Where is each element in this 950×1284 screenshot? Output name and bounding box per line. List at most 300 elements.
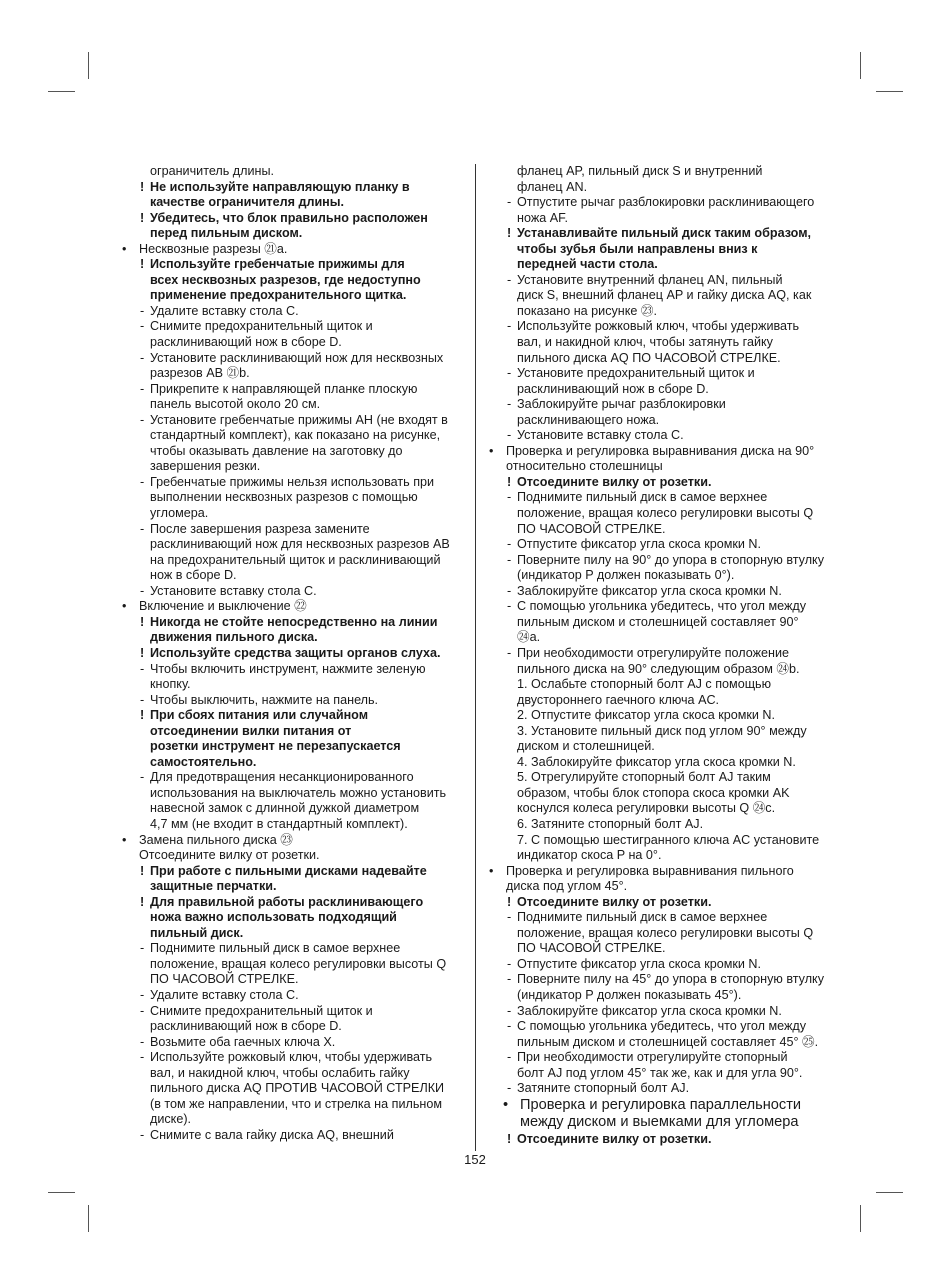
dash-marker: - bbox=[507, 319, 512, 334]
dash-marker: - bbox=[507, 272, 512, 287]
line-text: Убедитесь, что блок правильно расположен bbox=[150, 210, 428, 225]
warning-marker: ! bbox=[507, 1131, 512, 1146]
dash-marker: - bbox=[507, 490, 512, 505]
text-line bbox=[487, 615, 832, 631]
dash-marker: - bbox=[507, 428, 512, 443]
dash-marker: - bbox=[507, 1019, 512, 1034]
line-text: Возьмите оба гаечных ключа X. bbox=[150, 1034, 336, 1049]
text-line bbox=[487, 1114, 832, 1131]
line-text: качестве ограничителя длины. bbox=[150, 195, 345, 210]
text-line bbox=[487, 662, 832, 678]
text-line bbox=[487, 926, 832, 942]
crop-mark bbox=[88, 1205, 89, 1232]
text-line bbox=[120, 382, 465, 398]
text-line bbox=[120, 1097, 465, 1113]
text-line bbox=[120, 879, 465, 895]
text-line bbox=[487, 739, 832, 755]
text-line bbox=[487, 724, 832, 740]
bullet-marker: • bbox=[489, 443, 494, 458]
text-line bbox=[120, 972, 465, 988]
dash-marker: - bbox=[507, 1003, 512, 1018]
crop-mark bbox=[860, 52, 861, 79]
text-line bbox=[120, 1019, 465, 1035]
line-text: стандартный комплект), как показано на рисунке, bbox=[150, 428, 441, 443]
line-text: диске). bbox=[150, 1112, 192, 1127]
warning-marker: ! bbox=[140, 210, 145, 225]
line-text: Отсоедините вилку от розетки. bbox=[517, 1131, 712, 1146]
text-line bbox=[487, 584, 832, 600]
line-text: Отпустите фиксатор угла скоса кромки N. bbox=[517, 537, 762, 552]
text-line bbox=[120, 288, 465, 304]
line-text: 2. Отпустите фиксатор угла скоса кромки N. bbox=[517, 708, 776, 723]
line-text: ПО ЧАСОВОЙ СТРЕЛКЕ. bbox=[517, 521, 666, 536]
line-text: расклинивающего ножа. bbox=[517, 412, 660, 427]
bullet-marker: • bbox=[122, 832, 127, 847]
dash-marker: - bbox=[140, 1034, 145, 1049]
line-text: положение, вращая колесо регулировки высоты Q bbox=[517, 506, 814, 521]
bullet-marker: • bbox=[122, 599, 127, 614]
text-line bbox=[120, 444, 465, 460]
line-text: образом, чтобы блок стопора скоса кромки AK bbox=[517, 785, 790, 800]
line-text: розетки инструмент не перезапускается bbox=[150, 739, 401, 754]
line-text: Снимите с вала гайку диска AQ, внешний bbox=[150, 1127, 394, 1142]
line-text: При необходимости отрегулируйте стопорный bbox=[517, 1050, 788, 1065]
line-text: движения пильного диска. bbox=[150, 630, 318, 645]
warning-marker: ! bbox=[140, 708, 145, 723]
text-line bbox=[120, 304, 465, 320]
text-line bbox=[120, 677, 465, 693]
text-line bbox=[487, 242, 832, 258]
text-line bbox=[120, 164, 465, 180]
line-text: пильный диск. bbox=[150, 925, 244, 940]
line-text: Поднимите пильный диск в самое верхнее bbox=[517, 910, 768, 925]
text-line bbox=[120, 662, 465, 678]
dash-marker: - bbox=[140, 1127, 145, 1142]
text-line bbox=[487, 180, 832, 196]
text-line bbox=[120, 646, 465, 662]
line-text: Поверните пилу на 45° до упора в стопорную втулку bbox=[517, 972, 824, 987]
line-text: Не используйте направляющую планку в bbox=[150, 179, 410, 194]
text-line bbox=[120, 1081, 465, 1097]
line-text: Включение и выключение ㉒ bbox=[139, 599, 307, 614]
line-text: навесной замок с длинной дужкой диаметром bbox=[150, 801, 420, 816]
text-line bbox=[487, 801, 832, 817]
line-text: При работе с пильными дисками надевайте bbox=[150, 863, 427, 878]
text-line bbox=[120, 180, 465, 196]
text-line bbox=[120, 257, 465, 273]
text-line bbox=[487, 319, 832, 335]
line-text: использования на выключатель можно установить bbox=[150, 785, 447, 800]
line-text: 7. С помощью шестигранного ключа AC установите bbox=[517, 832, 820, 847]
text-line bbox=[120, 1050, 465, 1066]
text-line bbox=[120, 522, 465, 538]
crop-mark bbox=[876, 91, 903, 92]
text-line bbox=[487, 537, 832, 553]
dash-marker: - bbox=[507, 397, 512, 412]
line-text: относительно столешницы bbox=[506, 459, 663, 474]
text-line bbox=[487, 972, 832, 988]
text-line bbox=[487, 195, 832, 211]
right-column bbox=[487, 164, 832, 1147]
dash-marker: - bbox=[140, 521, 145, 536]
crop-mark bbox=[48, 91, 75, 92]
text-line bbox=[120, 584, 465, 600]
line-text: ПО ЧАСОВОЙ СТРЕЛКЕ. bbox=[517, 941, 666, 956]
line-text: Для предотвращения несанкционированного bbox=[150, 770, 414, 785]
line-text: Замена пильного диска ㉓ bbox=[139, 832, 293, 847]
line-text: двустороннего гаечного ключа AC. bbox=[517, 692, 720, 707]
text-line bbox=[120, 693, 465, 709]
text-line bbox=[487, 475, 832, 491]
line-text: расклинивающий нож в сборе D. bbox=[517, 381, 709, 396]
line-text: Отпустите рычаг разблокировки расклинивающего bbox=[517, 195, 815, 210]
text-line bbox=[120, 895, 465, 911]
line-text: Устанавливайте пильный диск таким образом, bbox=[517, 226, 812, 241]
line-text: (в том же направлении, что и стрелка на пильном bbox=[150, 1096, 443, 1111]
text-line bbox=[120, 537, 465, 553]
line-text: кнопку. bbox=[150, 677, 191, 692]
page-number: 152 bbox=[464, 1152, 486, 1167]
line-text: Установите вставку стола C. bbox=[517, 428, 684, 443]
dash-marker: - bbox=[507, 537, 512, 552]
line-text: Проверка и регулировка выравнивания пильного bbox=[506, 863, 794, 878]
warning-marker: ! bbox=[140, 179, 145, 194]
text-line bbox=[120, 786, 465, 802]
crop-mark bbox=[88, 52, 89, 79]
warning-marker: ! bbox=[507, 226, 512, 241]
line-text: фланец AN. bbox=[517, 179, 588, 194]
line-text: Используйте средства защиты органов слуха. bbox=[150, 645, 441, 660]
dash-marker: - bbox=[140, 350, 145, 365]
text-line bbox=[120, 319, 465, 335]
text-line bbox=[487, 164, 832, 180]
line-text: нож в сборе D. bbox=[150, 568, 237, 583]
text-line bbox=[120, 1112, 465, 1128]
dash-marker: - bbox=[507, 1050, 512, 1065]
text-line bbox=[487, 304, 832, 320]
line-text: отсоединении вилки питания от bbox=[150, 723, 352, 738]
line-text: положение, вращая колесо регулировки высоты Q bbox=[517, 925, 814, 940]
warning-marker: ! bbox=[140, 257, 145, 272]
line-text: Удалите вставку стола C. bbox=[150, 303, 299, 318]
text-line bbox=[487, 646, 832, 662]
line-text: С помощью угольника убедитесь, что угол между bbox=[517, 1019, 807, 1034]
dash-marker: - bbox=[140, 1003, 145, 1018]
text-line bbox=[120, 599, 465, 615]
line-text: расклинивающий нож в сборе D. bbox=[150, 1019, 342, 1034]
text-line bbox=[487, 335, 832, 351]
crop-mark bbox=[876, 1192, 903, 1193]
line-text: перед пильным диском. bbox=[150, 226, 303, 241]
text-line bbox=[120, 475, 465, 491]
line-text: Никогда не стойте непосредственно на линии bbox=[150, 614, 438, 629]
line-text: ограничитель длины. bbox=[150, 164, 275, 178]
line-text: 5. Отрегулируйте стопорный болт AJ таким bbox=[517, 770, 771, 785]
line-text: Отсоедините вилку от розетки. bbox=[517, 474, 712, 489]
text-line bbox=[487, 630, 832, 646]
text-line bbox=[487, 1097, 832, 1114]
dash-marker: - bbox=[140, 987, 145, 1002]
text-line bbox=[487, 288, 832, 304]
text-line bbox=[487, 770, 832, 786]
text-line bbox=[487, 459, 832, 475]
text-line bbox=[487, 428, 832, 444]
dash-marker: - bbox=[507, 956, 512, 971]
text-line bbox=[487, 677, 832, 693]
text-line bbox=[487, 693, 832, 709]
text-line bbox=[120, 273, 465, 289]
text-line bbox=[487, 910, 832, 926]
dash-marker: - bbox=[507, 645, 512, 660]
dash-marker: - bbox=[507, 972, 512, 987]
line-text: Используйте гребенчатые прижимы для bbox=[150, 257, 405, 272]
line-text: всех несквозных разрезов, где недоступно bbox=[150, 272, 421, 287]
line-text: Установите внутренний фланец AN, пильный bbox=[517, 272, 783, 287]
line-text: Заблокируйте рычаг разблокировки bbox=[517, 397, 726, 412]
line-text: Снимите предохранительный щиток и bbox=[150, 319, 373, 334]
line-text: панель высотой около 20 см. bbox=[150, 397, 321, 412]
text-line bbox=[487, 226, 832, 242]
text-line bbox=[120, 242, 465, 258]
text-line bbox=[120, 708, 465, 724]
line-text: выполнении несквозных разрезов с помощью bbox=[150, 490, 418, 505]
warning-marker: ! bbox=[140, 863, 145, 878]
line-text: 3. Установите пильный диск под углом 90° между bbox=[517, 723, 807, 738]
text-line bbox=[487, 786, 832, 802]
line-text: Поднимите пильный диск в самое верхнее bbox=[150, 941, 401, 956]
text-line bbox=[487, 211, 832, 227]
dash-marker: - bbox=[140, 381, 145, 396]
line-text: передней части стола. bbox=[517, 257, 658, 272]
text-line bbox=[120, 1128, 465, 1144]
text-line bbox=[120, 833, 465, 849]
text-line bbox=[487, 490, 832, 506]
text-line bbox=[120, 926, 465, 942]
line-text: разрезов AB ㉑b. bbox=[150, 366, 250, 381]
line-text: Поднимите пильный диск в самое верхнее bbox=[517, 490, 768, 505]
text-line bbox=[487, 848, 832, 864]
line-text: диск S, внешний фланец AP и гайку диска AQ, как bbox=[517, 288, 812, 303]
text-line bbox=[120, 195, 465, 211]
line-text: пильного диска AQ ПО ЧАСОВОЙ СТРЕЛКЕ. bbox=[517, 350, 781, 365]
line-text: чтобы зубья были направлены вниз к bbox=[517, 241, 758, 256]
text-line bbox=[120, 770, 465, 786]
warning-marker: ! bbox=[140, 614, 145, 629]
text-line bbox=[487, 351, 832, 367]
bullet-marker: • bbox=[122, 241, 127, 256]
text-line bbox=[120, 848, 465, 864]
column-divider bbox=[475, 164, 476, 1151]
left-column bbox=[120, 164, 465, 1143]
text-line bbox=[120, 988, 465, 1004]
text-line bbox=[120, 1004, 465, 1020]
text-line bbox=[120, 413, 465, 429]
text-line bbox=[487, 708, 832, 724]
text-line bbox=[120, 366, 465, 382]
text-line bbox=[487, 864, 832, 880]
line-text: Удалите вставку стола C. bbox=[150, 987, 299, 1002]
line-text: Гребенчатые прижимы нельзя использовать при bbox=[150, 474, 435, 489]
dash-marker: - bbox=[507, 366, 512, 381]
dash-marker: - bbox=[140, 303, 145, 318]
text-line bbox=[120, 817, 465, 833]
text-line bbox=[120, 724, 465, 740]
line-text: Используйте рожковый ключ, чтобы удерживать bbox=[150, 1050, 433, 1065]
line-text: Чтобы выключить, нажмите на панель. bbox=[150, 692, 379, 707]
text-line bbox=[120, 801, 465, 817]
bullet-marker: • bbox=[503, 1096, 509, 1113]
line-text: Проверка и регулировка выравнивания диска на 90° bbox=[506, 443, 815, 458]
text-line bbox=[120, 739, 465, 755]
line-text: Чтобы включить инструмент, нажмите зеленую bbox=[150, 661, 426, 676]
line-text: вал, и накидной ключ, чтобы затянуть гайку bbox=[517, 335, 773, 350]
dash-marker: - bbox=[140, 583, 145, 598]
line-text: между диском и выемками для угломера bbox=[520, 1114, 799, 1131]
text-line bbox=[120, 957, 465, 973]
line-text: фланец AP, пильный диск S и внутренний bbox=[517, 164, 763, 178]
text-line bbox=[120, 459, 465, 475]
line-text: 4,7 мм (не входит в стандартный комплект). bbox=[150, 816, 408, 831]
line-text: Отсоедините вилку от розетки. bbox=[517, 894, 712, 909]
line-text: Поверните пилу на 90° до упора в стопорную втулку bbox=[517, 552, 824, 567]
text-line bbox=[487, 1035, 832, 1051]
line-text: Отсоедините вилку от розетки. bbox=[139, 848, 320, 863]
text-line bbox=[487, 941, 832, 957]
line-text: пильного диска AQ ПРОТИВ ЧАСОВОЙ СТРЕЛКИ bbox=[150, 1081, 445, 1096]
text-line bbox=[120, 211, 465, 227]
line-text: 1. Ослабьте стопорный болт AJ с помощью bbox=[517, 677, 772, 692]
text-line bbox=[487, 599, 832, 615]
dash-marker: - bbox=[507, 910, 512, 925]
text-line bbox=[487, 1004, 832, 1020]
line-text: расклинивающий нож для несквозных разрезов AB bbox=[150, 537, 450, 552]
line-text: Заблокируйте фиксатор угла скоса кромки N. bbox=[517, 583, 782, 598]
dash-marker: - bbox=[140, 474, 145, 489]
line-text: пильным диском и столешницей составляет 45° ㉕. bbox=[517, 1034, 819, 1049]
dash-marker: - bbox=[140, 412, 145, 427]
text-line bbox=[487, 413, 832, 429]
line-text: При сбоях питания или случайном bbox=[150, 708, 369, 723]
line-text: ножа AF. bbox=[517, 210, 568, 225]
line-text: положение, вращая колесо регулировки высоты Q bbox=[150, 956, 447, 971]
line-text: показано на рисунке ㉓. bbox=[517, 303, 658, 318]
line-text: ㉔a. bbox=[517, 630, 541, 645]
line-text: Затяните стопорный болт AJ. bbox=[517, 1081, 690, 1096]
text-line bbox=[120, 553, 465, 569]
text-line bbox=[120, 1066, 465, 1082]
text-line bbox=[487, 273, 832, 289]
text-line bbox=[120, 568, 465, 584]
text-line bbox=[487, 988, 832, 1004]
line-text: При необходимости отрегулируйте положение bbox=[517, 645, 790, 660]
warning-marker: ! bbox=[140, 894, 145, 909]
text-line bbox=[487, 522, 832, 538]
bullet-marker: • bbox=[489, 863, 494, 878]
line-text: завершения резки. bbox=[150, 459, 261, 474]
text-line bbox=[120, 506, 465, 522]
line-text: Отпустите фиксатор угла скоса кромки N. bbox=[517, 956, 762, 971]
line-text: (индикатор P должен показывать 0°). bbox=[517, 568, 735, 583]
text-line bbox=[487, 382, 832, 398]
text-line bbox=[487, 257, 832, 273]
line-text: Для правильной работы расклинивающего bbox=[150, 894, 424, 909]
line-text: индикатор скоса P на 0°. bbox=[517, 848, 662, 863]
text-line bbox=[487, 568, 832, 584]
line-text: применение предохранительного щитка. bbox=[150, 288, 407, 303]
line-text: (индикатор P должен показывать 45°). bbox=[517, 987, 742, 1002]
line-text: 6. Затяните стопорный болт AJ. bbox=[517, 816, 704, 831]
warning-marker: ! bbox=[507, 894, 512, 909]
text-line bbox=[120, 755, 465, 771]
line-text: защитные перчатки. bbox=[150, 879, 277, 894]
warning-marker: ! bbox=[507, 474, 512, 489]
line-text: Установите вставку стола C. bbox=[150, 583, 317, 598]
line-text: Установите предохранительный щиток и bbox=[517, 366, 755, 381]
text-line bbox=[487, 957, 832, 973]
line-text: Несквозные разрезы ㉑a. bbox=[139, 241, 288, 256]
dash-marker: - bbox=[140, 1050, 145, 1065]
text-line bbox=[120, 397, 465, 413]
line-text: вал, и накидной ключ, чтобы ослабить гайку bbox=[150, 1065, 410, 1080]
dash-marker: - bbox=[507, 552, 512, 567]
line-text: Установите расклинивающий нож для несквозных bbox=[150, 350, 444, 365]
text-line bbox=[120, 864, 465, 880]
dash-marker: - bbox=[140, 661, 145, 676]
text-line bbox=[487, 755, 832, 771]
text-line bbox=[120, 335, 465, 351]
text-line bbox=[120, 941, 465, 957]
text-line bbox=[120, 615, 465, 631]
dash-marker: - bbox=[140, 941, 145, 956]
dash-marker: - bbox=[507, 583, 512, 598]
dash-marker: - bbox=[507, 599, 512, 614]
dash-marker: - bbox=[140, 770, 145, 785]
line-text: угломера. bbox=[150, 506, 209, 521]
text-line bbox=[120, 630, 465, 646]
line-text: После завершения разреза замените bbox=[150, 521, 370, 536]
line-text: С помощью угольника убедитесь, что угол между bbox=[517, 599, 807, 614]
warning-marker: ! bbox=[140, 645, 145, 660]
text-line bbox=[487, 833, 832, 849]
line-text: диском и столешницей. bbox=[517, 739, 655, 754]
text-line bbox=[120, 1035, 465, 1051]
line-text: чтобы оказывать давление на заготовку до bbox=[150, 443, 403, 458]
line-text: болт AJ под углом 45° так же, как и для угла 90°. bbox=[517, 1065, 803, 1080]
line-text: Снимите предохранительный щиток и bbox=[150, 1003, 373, 1018]
text-line bbox=[120, 428, 465, 444]
line-text: Проверка и регулировка параллельности bbox=[520, 1096, 802, 1113]
line-text: ПО ЧАСОВОЙ СТРЕЛКЕ. bbox=[150, 972, 299, 987]
text-line bbox=[487, 1081, 832, 1097]
text-line bbox=[487, 444, 832, 460]
line-text: ножа важно использовать подходящий bbox=[150, 910, 397, 925]
text-line bbox=[487, 397, 832, 413]
text-line bbox=[487, 1019, 832, 1035]
text-line bbox=[487, 366, 832, 382]
text-line bbox=[120, 226, 465, 242]
dash-marker: - bbox=[140, 319, 145, 334]
line-text: диска под углом 45°. bbox=[506, 879, 628, 894]
crop-mark bbox=[48, 1192, 75, 1193]
text-line bbox=[487, 817, 832, 833]
text-line bbox=[487, 1066, 832, 1082]
line-text: пильного диска на 90° следующим образом ㉔b. bbox=[517, 661, 800, 676]
line-text: самостоятельно. bbox=[150, 754, 257, 769]
dash-marker: - bbox=[507, 195, 512, 210]
text-line bbox=[487, 1132, 832, 1148]
text-line bbox=[487, 879, 832, 895]
line-text: Установите гребенчатые прижимы AH (не входят в bbox=[150, 412, 448, 427]
